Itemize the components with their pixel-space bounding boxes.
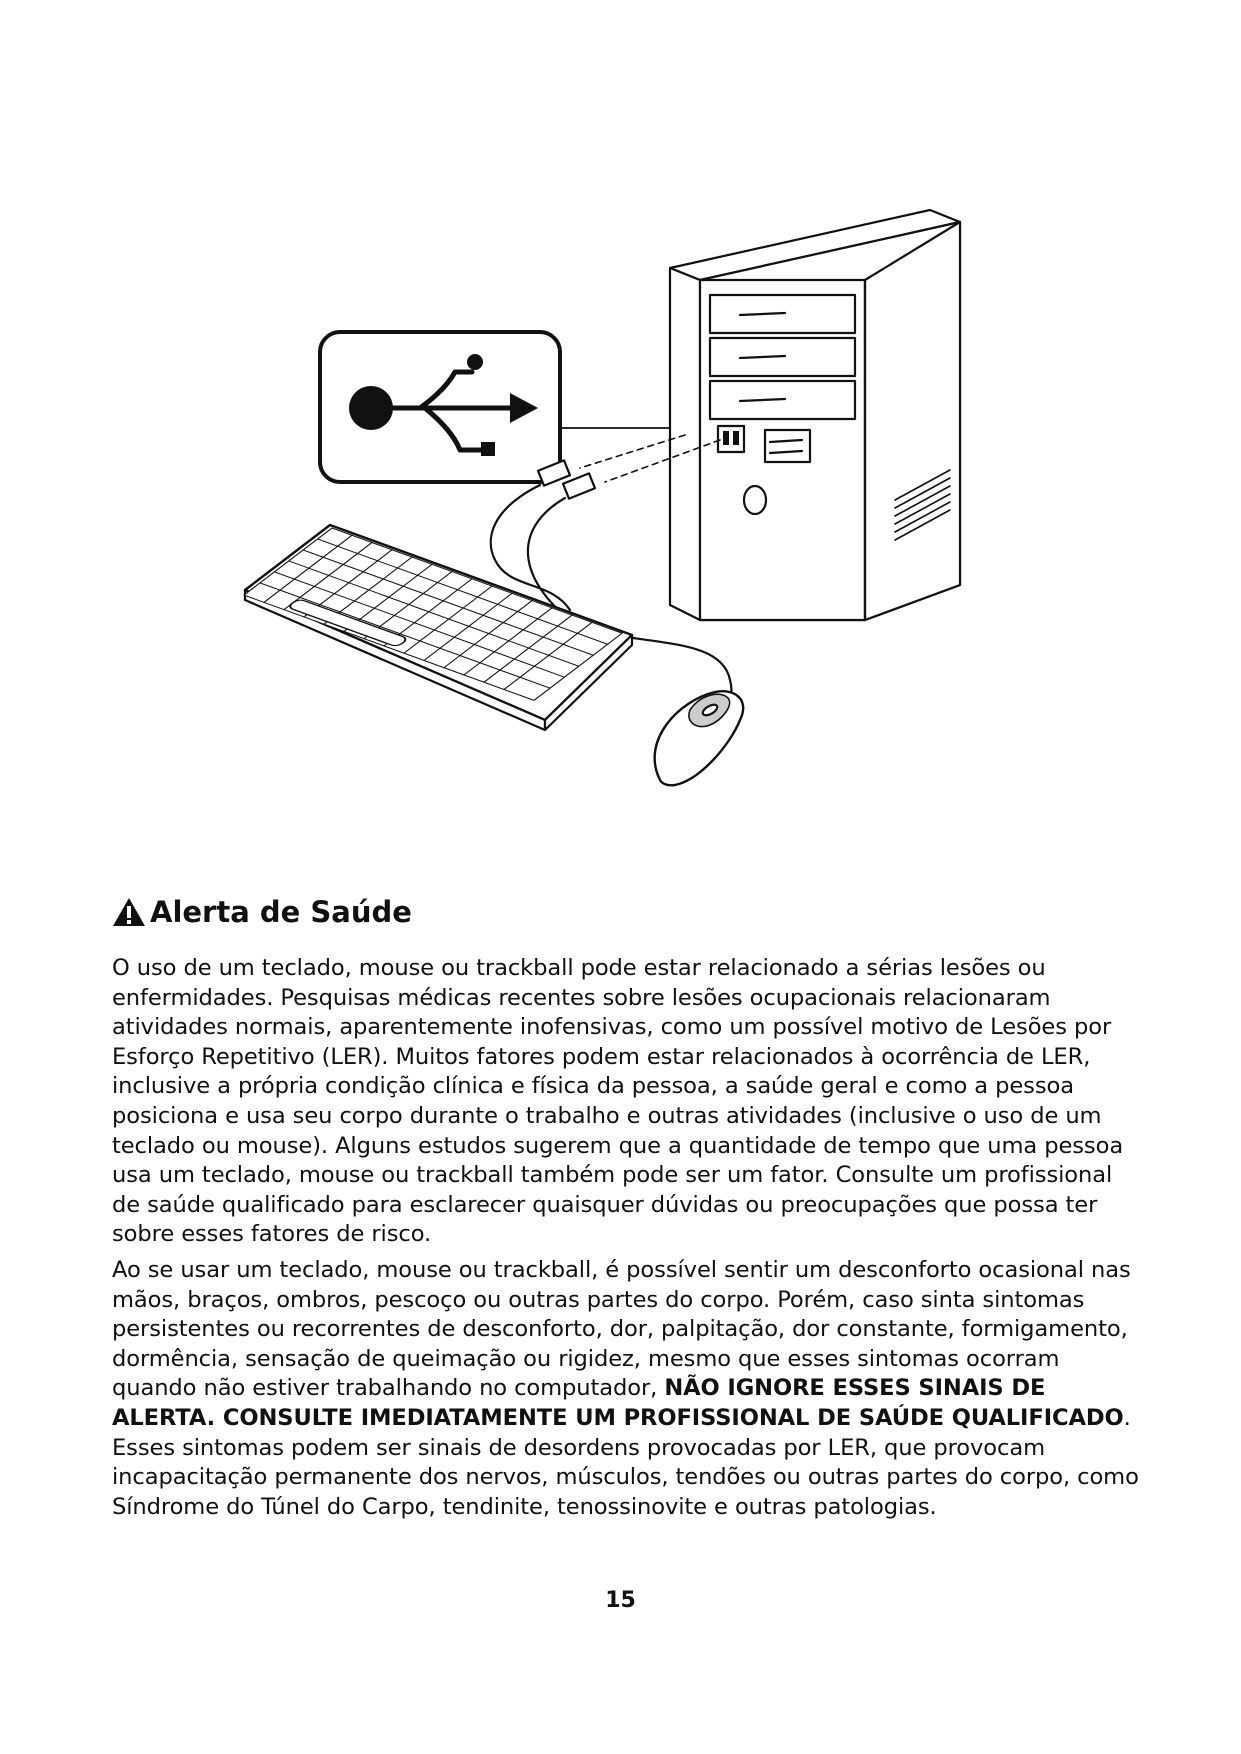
paragraph-2-text-after: . Esses sintomas podem ser sinais de desordens provocadas por LER, que provocam incapacitação permanente dos nervos, músculos, tendões ou outras partes do corpo, como Síndrome do Túnel do Carpo, tendinite, tenossinovite e outras patologias. xyxy=(112,1404,1139,1520)
mouse xyxy=(655,691,744,785)
warning-emphasis: NÃO IGNORE ESSES SINAIS DE ALERTA. CONSULTE IMEDIATAMENTE UM PROFISSIONAL DE SAÚDE QUALIFICADO xyxy=(112,1375,1124,1431)
paragraph-2 xyxy=(112,1256,1142,1522)
paragraph-2-text-before: Ao se usar um teclado, mouse ou trackball, é possível sentir um desconforto ocasional nas mãos, braços, ombros, pescoço ou outras partes do corpo. Porém, caso sinta sintomas persistentes ou recorrentes de desconforto, dor, palpitação, dor constante, formigamento, dormência, sensação de queimação ou rigidez, mesmo que esses sintomas ocorram quando não estiver trabalhando no computador, xyxy=(112,1256,1131,1402)
alert-heading xyxy=(112,895,412,929)
body-text xyxy=(112,954,1142,1528)
computer-tower xyxy=(670,210,960,620)
keyboard xyxy=(244,525,632,730)
page-number: 15 xyxy=(605,1588,636,1613)
usb-icon xyxy=(320,332,560,482)
warning-icon xyxy=(112,897,146,927)
heading-text: Alerta de Saúde xyxy=(150,895,412,929)
usb-connection-illustration xyxy=(240,180,1000,870)
paragraph-1: O uso de um teclado, mouse ou trackball pode estar relacionado a sérias lesões ou enfermidades. Pesquisas médicas recentes sobre lesões ocupacionais relacionaram atividades normais, aparentemente inofensivas, como um possível motivo de Lesões por Esforço Repetitivo (LER). Muitos fatores podem estar relacionados à ocorrência de LER, inclusive a própria condição clínica e física da pessoa, a saúde geral e como a pessoa posiciona e usa seu corpo durante o trabalho e outras atividades (inclusive o uso de um teclado ou mouse). Alguns estudos sugerem que a quantidade de tempo que uma pessoa usa um teclado, mouse ou trackball também pode ser um fator. Consulte um profissional de saúde qualificado para esclarecer quaisquer dúvidas ou preocupações que possa ter sobre esses fatores de risco. xyxy=(112,955,1124,1248)
